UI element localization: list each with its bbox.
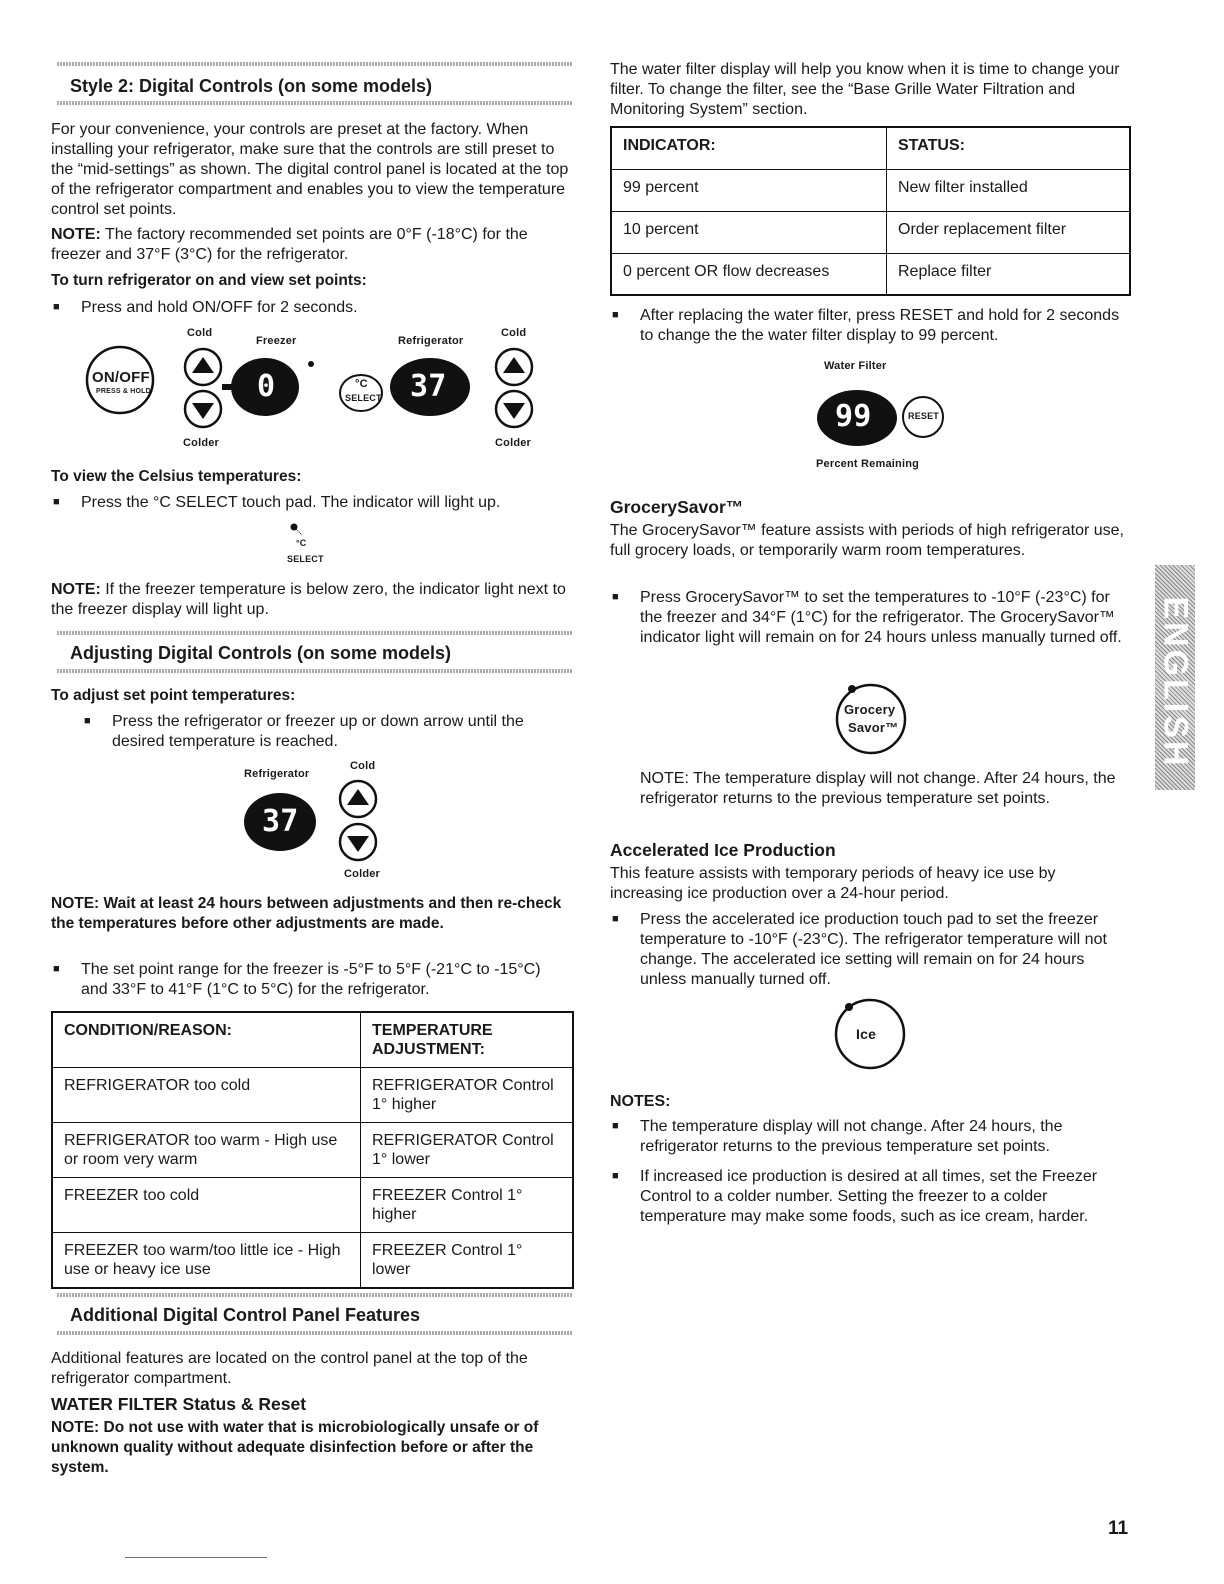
- section-divider: [57, 669, 573, 673]
- refrigerator-value: 37: [262, 804, 299, 839]
- indicator-light-icon: [848, 685, 856, 693]
- cold-label-right: Cold: [501, 327, 527, 339]
- table-cell: Replace filter: [887, 253, 1131, 295]
- table-cell: FREEZER Control 1° lower: [361, 1233, 574, 1289]
- colder-label: Colder: [344, 868, 381, 880]
- table-cell: 10 percent: [611, 211, 887, 253]
- adjust-heading: To adjust set point temperatures:: [51, 687, 296, 704]
- ice-title: Accelerated Ice Production: [610, 840, 836, 860]
- note-label: NOTE:: [51, 226, 101, 243]
- reset-text: RESET: [908, 411, 940, 421]
- table-cell: REFRIGERATOR too cold: [52, 1068, 361, 1123]
- adjust-panel-illustration: [230, 755, 390, 885]
- cold-label: Cold: [350, 760, 376, 772]
- table-cell: Order replacement filter: [887, 211, 1131, 253]
- bullet-icon: ■: [612, 1120, 619, 1132]
- table-cell: New filter installed: [887, 169, 1131, 211]
- range-bullet: The set point range for the freezer is -5°F to 5°F (-21°C to -15°C) and 33°F to 41°F (1°C to 5°C) for the refrigerator.: [81, 961, 541, 998]
- notes-item: If increased ice production is desired at all times, set the Freezer Control to a colder number. Setting the freezer to a colder temperature may make some foods, such as ice cream, harder.: [640, 1168, 1098, 1225]
- colder-label-left: Colder: [183, 437, 220, 449]
- ice-text-label: Ice: [856, 1026, 877, 1042]
- table-cell: FREEZER too warm/too little ice - High use or heavy ice use: [52, 1233, 361, 1289]
- additional-text: Additional features are located on the control panel at the top of the refrigerator compartment.: [51, 1350, 528, 1387]
- table-header-row: [52, 1012, 573, 1068]
- header-adjustment: TEMPERATURE ADJUSTMENT:: [361, 1012, 574, 1068]
- press-hold-text: PRESS & HOLD: [96, 388, 151, 395]
- table-header-row: [611, 127, 1130, 169]
- section-divider: [57, 62, 573, 66]
- grocery-line1: Grocery: [844, 702, 896, 717]
- section-divider: [57, 631, 573, 635]
- notes-heading: NOTES:: [610, 1093, 671, 1110]
- table-row: [52, 1233, 573, 1289]
- bullet-icon: ■: [53, 963, 60, 975]
- turn-on-bullet: Press and hold ON/OFF for 2 seconds.: [81, 299, 358, 316]
- table-row: [52, 1068, 573, 1123]
- water-filter-label: Water Filter: [824, 360, 887, 372]
- section-divider: [57, 1293, 573, 1297]
- indicator-light-icon: [845, 1003, 853, 1011]
- water-note: NOTE: Do not use with water that is microbiologically unsafe or of unknown quality without adequate disinfection before or after the system.: [51, 1419, 539, 1476]
- section-title-adjusting: Adjusting Digital Controls (on some models): [70, 643, 452, 663]
- bullet-icon: ■: [612, 1170, 619, 1182]
- grocerysavor-button[interactable]: [837, 685, 905, 753]
- bullet-icon: ■: [612, 309, 619, 321]
- ice-button-illustration: [812, 994, 922, 1074]
- note-text: If the freezer temperature is below zero, the indicator light next to the freezer display will light up.: [51, 581, 566, 618]
- adjust-bullet: Press the refrigerator or freezer up or down arrow until the desired temperature is reached.: [112, 713, 524, 750]
- note-label: NOTE:: [51, 581, 101, 598]
- refrigerator-value: 37: [410, 369, 447, 404]
- side-tab-label: ENGLISH: [1156, 596, 1195, 769]
- table-row: [611, 211, 1130, 253]
- note-freezer-indicator: [51, 580, 571, 620]
- intro-paragraph: For your convenience, your controls are preset at the factory. When installing your refrigerator, make sure that the controls are still preset to the “mid-settings” as shown. The digital control panel is located at the top of the refrigerator compartment and enables you to view the temperature control set points.: [51, 121, 569, 218]
- table-cell: 99 percent: [611, 169, 887, 211]
- percent-remaining-label: Percent Remaining: [816, 458, 920, 470]
- grocerysavor-note: NOTE: The temperature display will not change. After 24 hours, the refrigerator returns to the previous temperature set points.: [640, 770, 1116, 807]
- header-status: STATUS:: [887, 127, 1131, 169]
- indicator-light-icon: [287, 520, 307, 540]
- colder-label-right: Colder: [495, 437, 532, 449]
- celsius-c: °C: [296, 538, 307, 548]
- water-filter-heading: WATER FILTER Status & Reset: [51, 1394, 307, 1414]
- note-factory-setpoints: [51, 225, 571, 265]
- refrigerator-label: Refrigerator: [244, 768, 310, 780]
- table-cell: REFRIGERATOR too warm - High use or room very warm: [52, 1123, 361, 1178]
- filter-status-table: [610, 126, 1131, 296]
- grocery-line2: Savor™: [848, 720, 899, 735]
- turn-on-heading: To turn refrigerator on and view set points:: [51, 272, 367, 289]
- grocerysavor-text: The GrocerySavor™ feature assists with periods of high refrigerator use, full grocery loads, or temporarily warm room temperatures.: [610, 522, 1124, 559]
- bullet-icon: ■: [84, 715, 91, 727]
- grocerysavor-title: GrocerySavor™: [610, 497, 744, 517]
- bullet-icon: ■: [612, 591, 619, 603]
- water-filter-display-illustration: [815, 383, 945, 453]
- table-row: [52, 1123, 573, 1178]
- refrigerator-label: Refrigerator: [398, 335, 464, 347]
- notes-item: The temperature display will not change. After 24 hours, the refrigerator returns to the previous temperature set points.: [640, 1118, 1063, 1155]
- bullet-icon: ■: [53, 496, 60, 508]
- table-cell: REFRIGERATOR Control 1° higher: [361, 1068, 574, 1123]
- language-side-tab: [1155, 565, 1195, 790]
- c-select-c: °C: [355, 378, 368, 390]
- c-select-text: SELECT: [345, 393, 382, 403]
- celsius-heading: To view the Celsius temperatures:: [51, 468, 302, 485]
- adjustment-table: [51, 1011, 574, 1289]
- section-title-additional: Additional Digital Control Panel Features: [70, 1305, 421, 1325]
- note-wait-24-hours: NOTE: Wait at least 24 hours between adjustments and then re-check the temperatures before other adjustments are made.: [51, 895, 562, 932]
- cold-label-left: Cold: [187, 327, 213, 339]
- filter-value: 99: [835, 399, 872, 434]
- reset-bullet: After replacing the water filter, press RESET and hold for 2 seconds to change the the water filter display to 99 percent.: [640, 307, 1120, 344]
- table-cell: REFRIGERATOR Control 1° lower: [361, 1123, 574, 1178]
- header-indicator: INDICATOR:: [611, 127, 887, 169]
- table-row: [611, 253, 1130, 295]
- ice-bullet: Press the accelerated ice production touch pad to set the freezer temperature to -10°F (-23°C). The refrigerator temperature will not change. The accelerated ice setting will remain on for 24 hours unless manually turned off.: [640, 911, 1107, 988]
- grocerysavor-button-illustration: [815, 682, 935, 762]
- celsius-select-text: SELECT: [287, 554, 324, 564]
- section-divider: [57, 1331, 573, 1335]
- onoff-text: ON/OFF: [92, 369, 150, 386]
- page-number: 11: [1108, 1518, 1129, 1539]
- celsius-select-icon: [285, 520, 345, 570]
- bullet-icon: ■: [53, 301, 60, 313]
- bullet-icon: ■: [612, 913, 619, 925]
- table-row: [52, 1178, 573, 1233]
- section-divider: [57, 101, 573, 105]
- table-cell: FREEZER Control 1° higher: [361, 1178, 574, 1233]
- water-filter-intro: The water filter display will help you know when it is time to change your filter. To change the filter, see the “Base Grille Water Filtration and Monitoring System” section.: [610, 61, 1120, 118]
- celsius-indicator-light: [308, 361, 314, 367]
- note-text: The factory recommended set points are 0°F (-18°C) for the freezer and 37°F (3°C) for the refrigerator.: [51, 226, 528, 263]
- table-row: [611, 169, 1130, 211]
- footer-line: [125, 1557, 267, 1558]
- grocerysavor-bullet: Press GrocerySavor™ to set the temperatures to -10°F (-23°C) for the freezer and 34°F (1°C) for the refrigerator. The GrocerySavor™ indicator light will remain on for 24 hours unless manually turned off.: [640, 589, 1122, 646]
- freezer-label: Freezer: [256, 335, 297, 347]
- freezer-value: 0: [257, 369, 276, 404]
- section-title-style2: Style 2: Digital Controls (on some models): [70, 76, 433, 96]
- table-cell: 0 percent OR flow decreases: [611, 253, 887, 295]
- table-cell: FREEZER too cold: [52, 1178, 361, 1233]
- header-condition: CONDITION/REASON:: [52, 1012, 361, 1068]
- control-panel-illustration: [80, 325, 550, 455]
- ice-text: This feature assists with temporary periods of heavy ice use by increasing ice production over a 24-hour period.: [610, 865, 1056, 902]
- celsius-bullet: Press the °C SELECT touch pad. The indicator will light up.: [81, 494, 501, 511]
